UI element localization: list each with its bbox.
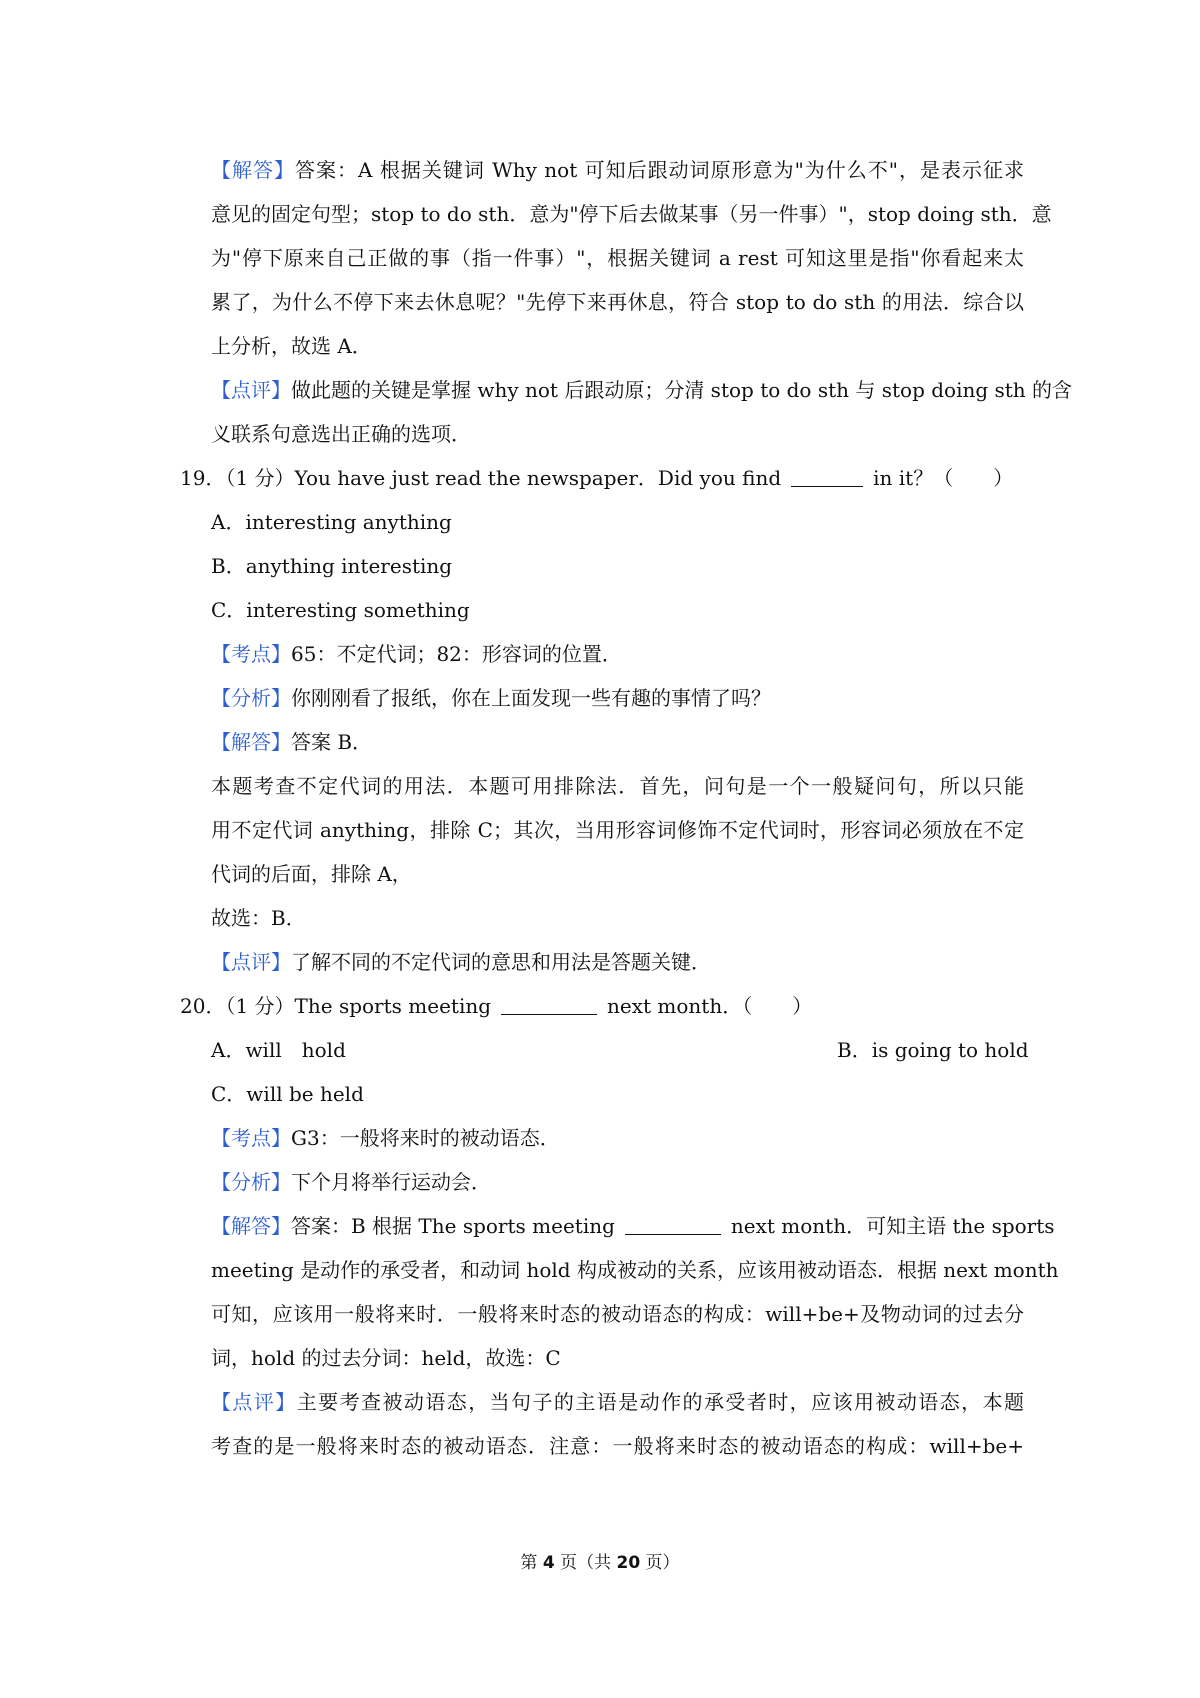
topic-tag: 【考点】: [211, 1126, 291, 1150]
comment-tag: 【点评】: [211, 1390, 297, 1414]
q19-analysis: 【分析】你刚刚看了报纸，你在上面发现一些有趣的事情了吗？: [211, 686, 771, 710]
topic-tag: 【考点】: [211, 642, 291, 666]
answer-blank: [791, 464, 863, 487]
q19-topic: 【考点】65：不定代词；82：形容词的位置．: [211, 642, 622, 666]
q20-stem: 20．（1 分）The sports meeting next month．（ ）: [180, 994, 813, 1018]
page-footer: 第 4 页（共 20 页）: [520, 1553, 680, 1573]
comment-tag: 【点评】: [211, 950, 291, 974]
q20-option-b: B．is going to hold: [837, 1038, 1029, 1062]
answer-blank: [625, 1212, 721, 1235]
q20-option-c: C．will be held: [211, 1082, 364, 1106]
q20-answer-line-1: 【解答】答案：B 根据 The sports meeting next month．可知主语 the sports: [211, 1214, 1055, 1238]
q20-comment-line-2: 考查的是一般将来时态的被动语态．注意：一般将来时态的被动语态的构成：will+be+: [211, 1434, 1024, 1458]
q20-option-a: A．will hold: [211, 1038, 346, 1062]
q19-option-a: A．interesting anything: [211, 510, 452, 534]
q20-answer-line-3: 可知，应该用一般将来时．一般将来时态的被动语态的构成：will+be+及物动词的过去分: [211, 1302, 1024, 1326]
q20-analysis: 【分析】下个月将举行运动会．: [211, 1170, 491, 1194]
q19-explain-line-1: 本题考查不定代词的用法．本题可用排除法．首先，问句是一个一般疑问句，所以只能: [211, 774, 1024, 798]
answer-blank: [501, 992, 597, 1015]
analysis-tag: 【分析】: [211, 686, 291, 710]
q18-comment-line-2: 义联系句意选出正确的选项．: [211, 422, 471, 446]
answer-tag: 【解答】: [211, 730, 291, 754]
q20-answer-line-2: meeting 是动作的承受者，和动词 hold 构成被动的关系，应该用被动语态．根据 next month: [211, 1258, 1059, 1282]
q19-explain-line-3: 代词的后面，排除 A，: [211, 862, 412, 886]
q19-comment: 【点评】了解不同的不定代词的意思和用法是答题关键．: [211, 950, 711, 974]
q19-option-c: C．interesting something: [211, 598, 470, 622]
q18-answer-line-1: 【解答】答案：A 根据关键词 Why not 可知后跟动词原形意为"为什么不"，是表示征求: [211, 158, 1025, 182]
q18-answer-line-5: 上分析，故选 A．: [211, 334, 372, 358]
q20-options-row: [211, 1035, 1029, 1065]
q20-comment-line-1: 【点评】主要考查被动语态，当句子的主语是动作的承受者时，应该用被动语态，本题: [211, 1390, 1025, 1414]
q18-answer-line-3: 为"停下原来自己正做的事（指一件事）"，根据关键词 a rest 可知这里是指"你看起来太: [211, 246, 1024, 270]
q19-option-b: B．anything interesting: [211, 554, 453, 578]
q18-comment-line-1: 【点评】做此题的关键是掌握 why not 后跟动原；分清 stop to do sth 与 stop doing sth 的含: [211, 378, 1073, 402]
comment-tag: 【点评】: [211, 378, 291, 402]
answer-tag: 【解答】: [211, 1214, 291, 1238]
q19-stem: 19．（1 分）You have just read the newspaper．Did you find in it？（ ）: [180, 466, 1014, 490]
q20-answer-line-4: 词，hold 的过去分词：held，故选：C: [211, 1346, 561, 1370]
page-total: 20: [616, 1553, 641, 1573]
analysis-tag: 【分析】: [211, 1170, 291, 1194]
q18-answer-line-4: 累了，为什么不停下来去休息呢？"先停下来再休息，符合 stop to do sth 的用法．综合以: [211, 290, 1024, 314]
q18-answer-line-2: 意见的固定句型；stop to do sth．意为"停下后去做某事（另一件事）"，stop doing sth．意: [211, 202, 1052, 226]
answer-tag: 【解答】: [211, 158, 296, 182]
page-number: 4: [542, 1553, 555, 1573]
q19-explain-line-2: 用不定代词 anything，排除 C；其次，当用形容词修饰不定代词时，形容词必须放在不定: [211, 818, 1024, 842]
q19-choice: 故选：B．: [211, 906, 306, 930]
q19-answer: 【解答】答案 B．: [211, 730, 373, 754]
q20-topic: 【考点】G3：一般将来时的被动语态．: [211, 1126, 560, 1150]
